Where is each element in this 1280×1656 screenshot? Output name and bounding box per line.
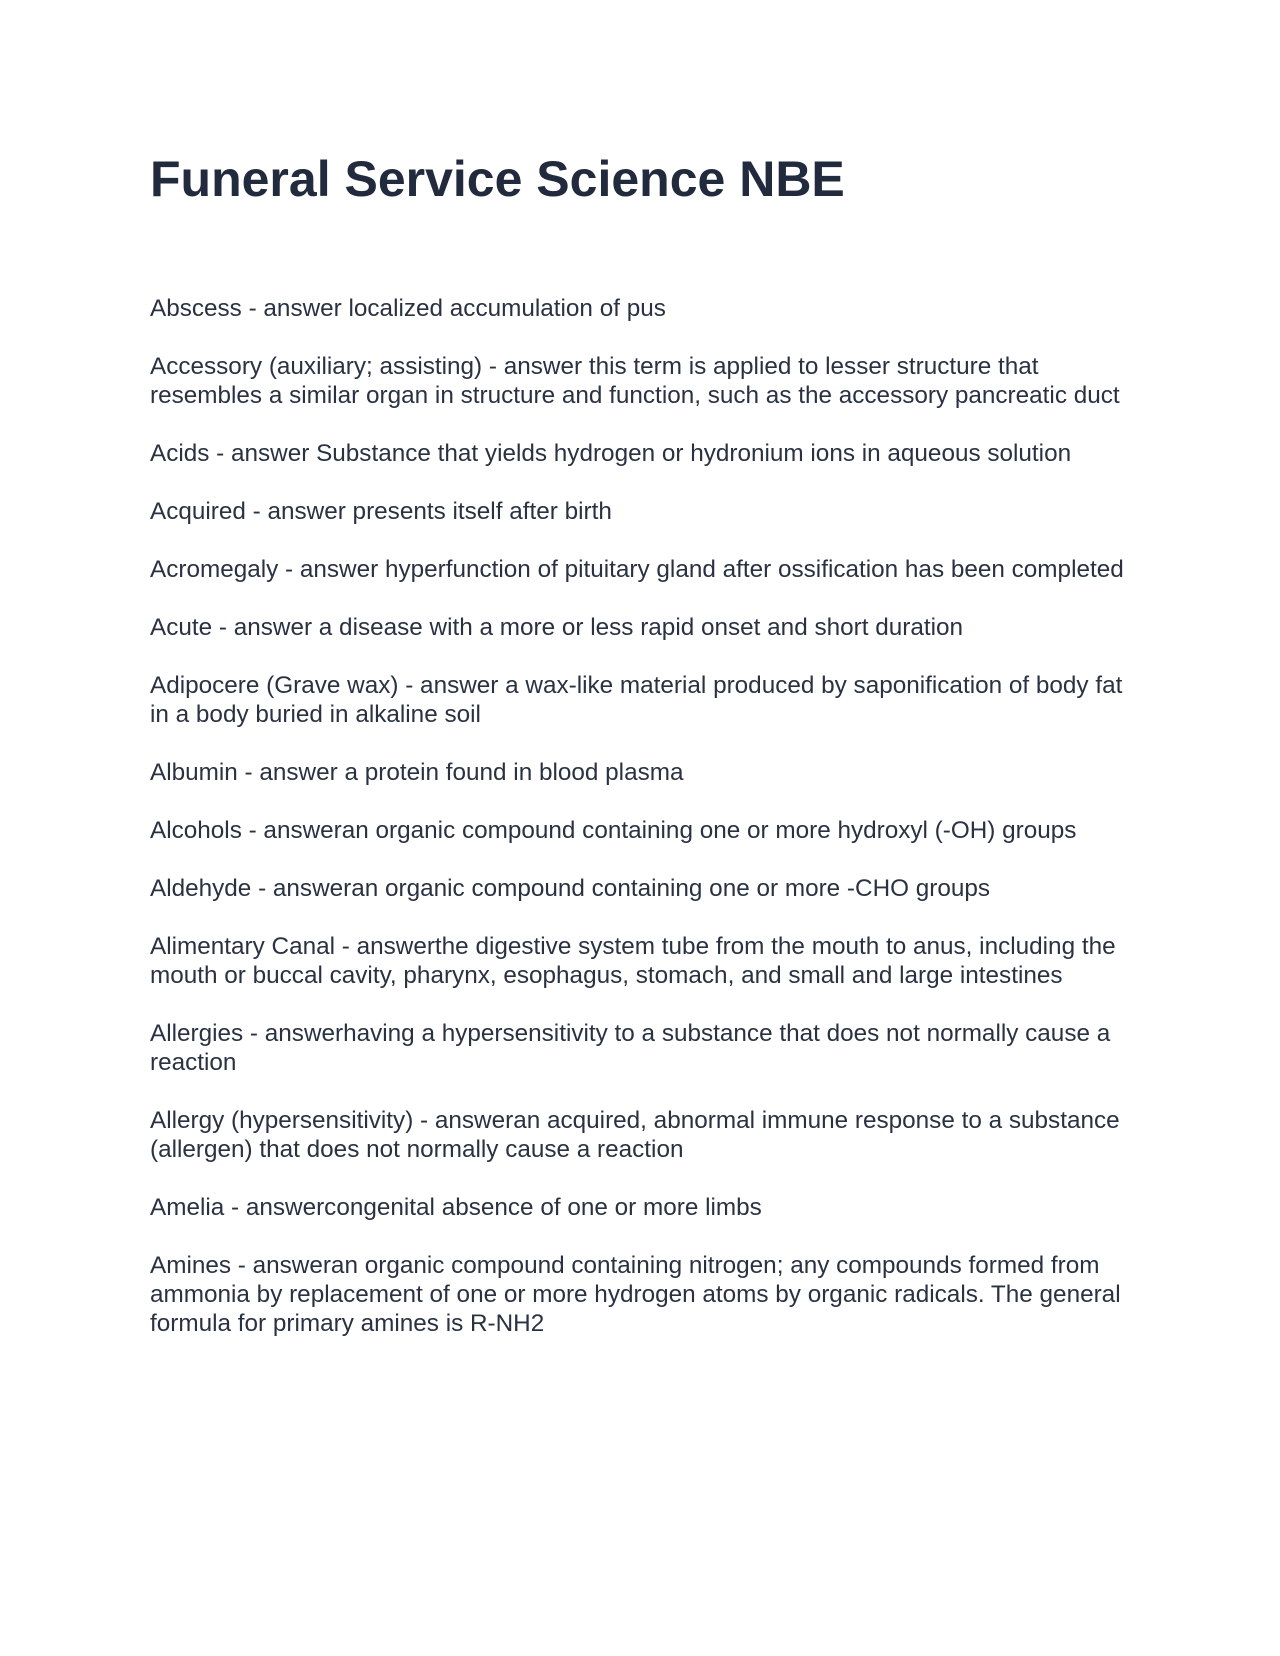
glossary-entry: Acromegaly - answer hyperfunction of pituitary gland after ossification has been completed [150,556,1124,583]
glossary-entry: Acids - answer Substance that yields hydrogen or hydronium ions in aqueous solution [150,440,1072,467]
glossary-entry: Adipocere (Grave wax) - answer a wax-like material produced by saponification of body fat in a body buried in alkaline soil [150,672,1123,728]
glossary-entry: Abscess - answer localized accumulation of pus [150,295,666,322]
glossary-entry: Allergy (hypersensitivity) - answeran acquired, abnormal immune response to a substance (allergen) that does not normally cause a reaction [150,1107,1120,1163]
glossary-entry: Albumin - answer a protein found in blood plasma [150,759,684,786]
glossary-entry: Alimentary Canal - answerthe digestive system tube from the mouth to anus, including the mouth or buccal cavity, pharynx, esophagus, stomach, and small and large intestines [150,933,1116,989]
glossary-entry: Amines - answeran organic compound containing nitrogen; any compounds formed from ammonia by replacement of one or more hydrogen atoms by organic radicals. The general formula for primary amines is R-NH2 [150,1252,1121,1337]
glossary-entry: Allergies - answerhaving a hypersensitivity to a substance that does not normally cause a reaction [150,1020,1111,1076]
glossary-entry: Acute - answer a disease with a more or less rapid onset and short duration [150,614,964,641]
glossary-list [150,294,1128,1367]
glossary-entry: Amelia - answercongenital absence of one or more limbs [150,1194,762,1221]
glossary-entry: Aldehyde - answeran organic compound containing one or more -CHO groups [150,875,991,902]
glossary-entry: Accessory (auxiliary; assisting) - answer this term is applied to lesser structure that resembles a similar organ in structure and function, such as the accessory pancreatic duct [150,353,1120,409]
glossary-entry: Acquired - answer presents itself after birth [150,498,612,525]
page-title: Funeral Service Science NBE [150,151,845,207]
glossary-entry: Alcohols - answeran organic compound containing one or more hydroxyl (-OH) groups [150,817,1077,844]
